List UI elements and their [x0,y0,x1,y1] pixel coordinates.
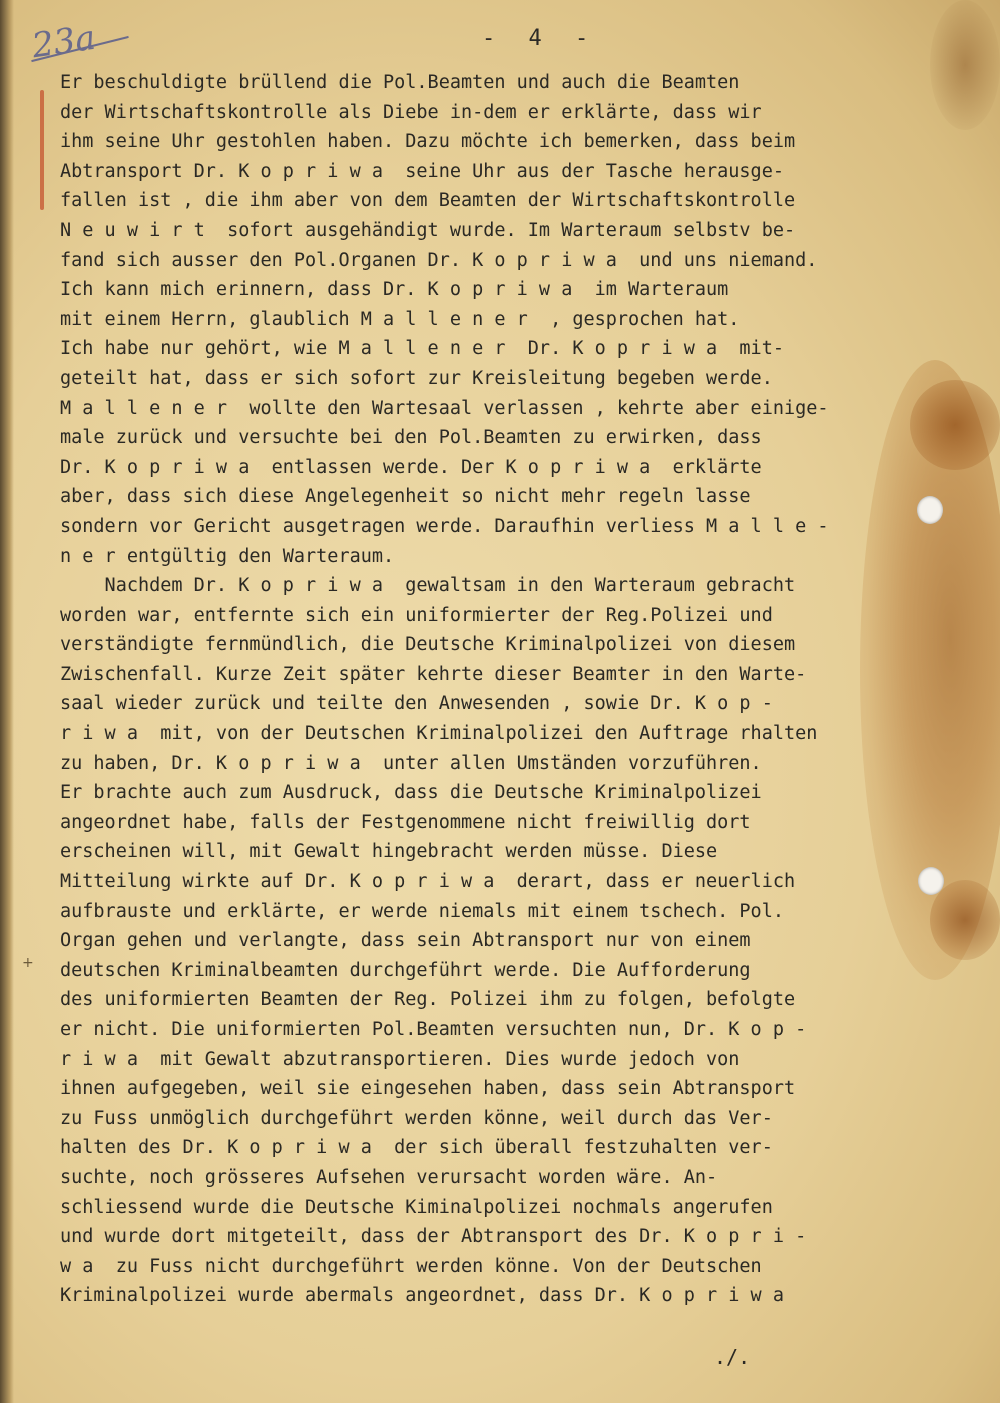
text-line: fallen ist , die ihm aber von dem Beamten der Wirtschaftskontrolle [60,190,796,212]
text-line: Nachdem Dr. K o p r i w a gewaltsam in den Warteraum gebracht [60,575,796,597]
continuation-mark: ./. [714,1345,751,1369]
text-line: und wurde dort mitgeteilt, dass der Abtransport des Dr. K o p r i - [60,1226,807,1248]
text-line: ihm seine Uhr gestohlen haben. Dazu möchte ich bemerken, dass beim [60,131,796,153]
text-line: Zwischenfall. Kurze Zeit später kehrte dieser Beamter in den Warte- [60,663,807,685]
text-line: zu haben, Dr. K o p r i w a unter allen Umständen vorzuführen. [60,752,762,774]
text-line: Abtransport Dr. K o p r i w a seine Uhr aus der Tasche herausge- [60,160,784,182]
text-line: saal wieder zurück und teilte den Anwesenden , sowie Dr. K o p - [60,693,773,715]
text-line: Er beschuldigte brüllend die Pol.Beamten und auch die Beamten [60,72,740,93]
text-line: aufbrauste und erklärte, er werde niemals mit einem tschech. Pol. [60,900,784,922]
text-line: Dr. K o p r i w a entlassen werde. Der K o p r i w a erklärte [60,456,762,478]
page-number: - 4 - [482,26,599,51]
text-line: Organ gehen und verlangte, dass sein Abtransport nur von einem [60,930,751,952]
text-line: M a l l e n e r wollte den Wartesaal verlassen , kehrte aber einige- [60,397,829,419]
text-line: Er brachte auch zum Ausdruck, dass die Deutsche Kriminalpolizei [60,782,762,804]
text-line: r i w a mit Gewalt abzutransportieren. Dies wurde jedoch von [60,1048,740,1070]
text-line: angeordnet habe, falls der Festgenommene nicht freiwillig dort [60,811,751,833]
text-line: ihnen aufgegeben, weil sie eingesehen haben, dass sein Abtransport [60,1078,796,1100]
text-line: w a zu Fuss nicht durchgeführt werden könne. Von der Deutschen [60,1255,762,1277]
text-line: geteilt hat, dass er sich sofort zur Kreisleitung begeben werde. [60,367,773,389]
text-line: suchte, noch grösseres Aufsehen verursacht worden wäre. An- [60,1166,718,1188]
rust-stain-lower [930,880,1000,960]
page-edge-shadow [0,0,14,1403]
text-line: fand sich ausser den Pol.Organen Dr. K o p r i w a und uns niemand. [60,249,818,271]
text-line: aber, dass sich diese Angelegenheit so nicht mehr regeln lasse [60,486,751,508]
folio-number: 23a [29,17,99,67]
text-line: n e r entgültig den Warteraum. [60,545,395,567]
text-line: halten des Dr. K o p r i w a der sich überall festzuhalten ver- [60,1137,773,1159]
text-line: schliessend wurde die Deutsche Kiminalpolizei nochmals angerufen [60,1196,773,1218]
text-line: worden war, entfernte sich ein uniformierter der Reg.Polizei und [60,604,773,626]
text-line: zu Fuss unmöglich durchgeführt werden könne, weil durch das Ver- [60,1107,773,1129]
text-line: mit einem Herrn, glaublich M a l l e n e r , gesprochen hat. [60,308,740,330]
text-line: des uniformierten Beamten der Reg. Polizei ihm zu folgen, befolgte [60,989,796,1011]
stain-top-right [930,0,1000,130]
text-line: deutschen Kriminalbeamten durchgeführt werde. Die Aufforderung [60,959,751,981]
typed-text-body [60,68,940,1311]
text-line: verständigte fernmündlich, die Deutsche Kriminalpolizei von diesem [60,634,796,656]
text-line: erscheinen will, mit Gewalt hingebracht werden müsse. Diese [60,841,718,863]
text-line: r i w a mit, von der Deutschen Kriminalpolizei den Auftrage rhalten [60,723,818,745]
text-line: Ich kann mich erinnern, dass Dr. K o p r i w a im Warteraum [60,279,729,301]
text-line: Kriminalpolizei wurde abermals angeordnet, dass Dr. K o p r i w a [60,1285,784,1307]
margin-cross-mark: + [22,955,34,971]
text-line: Ich habe nur gehört, wie M a l l e n e r Dr. K o p r i w a mit- [60,338,784,360]
text-line: male zurück und versuchte bei den Pol.Beamten zu erwirken, dass [60,427,762,449]
text-line: Mitteilung wirkte auf Dr. K o p r i w a derart, dass er neuerlich [60,871,796,893]
margin-red-mark [40,90,44,210]
text-line: er nicht. Die uniformierten Pol.Beamten versuchten nun, Dr. K o p - [60,1019,807,1040]
text-line: der Wirtschaftskontrolle als Diebe in-dem er erklärte, dass wir [60,101,762,123]
text-line: sondern vor Gericht ausgetragen werde. Daraufhin verliess M a l l e - [60,515,829,537]
text-line: N e u w i r t sofort ausgehändigt wurde. Im Warteraum selbstv be- [60,219,796,241]
